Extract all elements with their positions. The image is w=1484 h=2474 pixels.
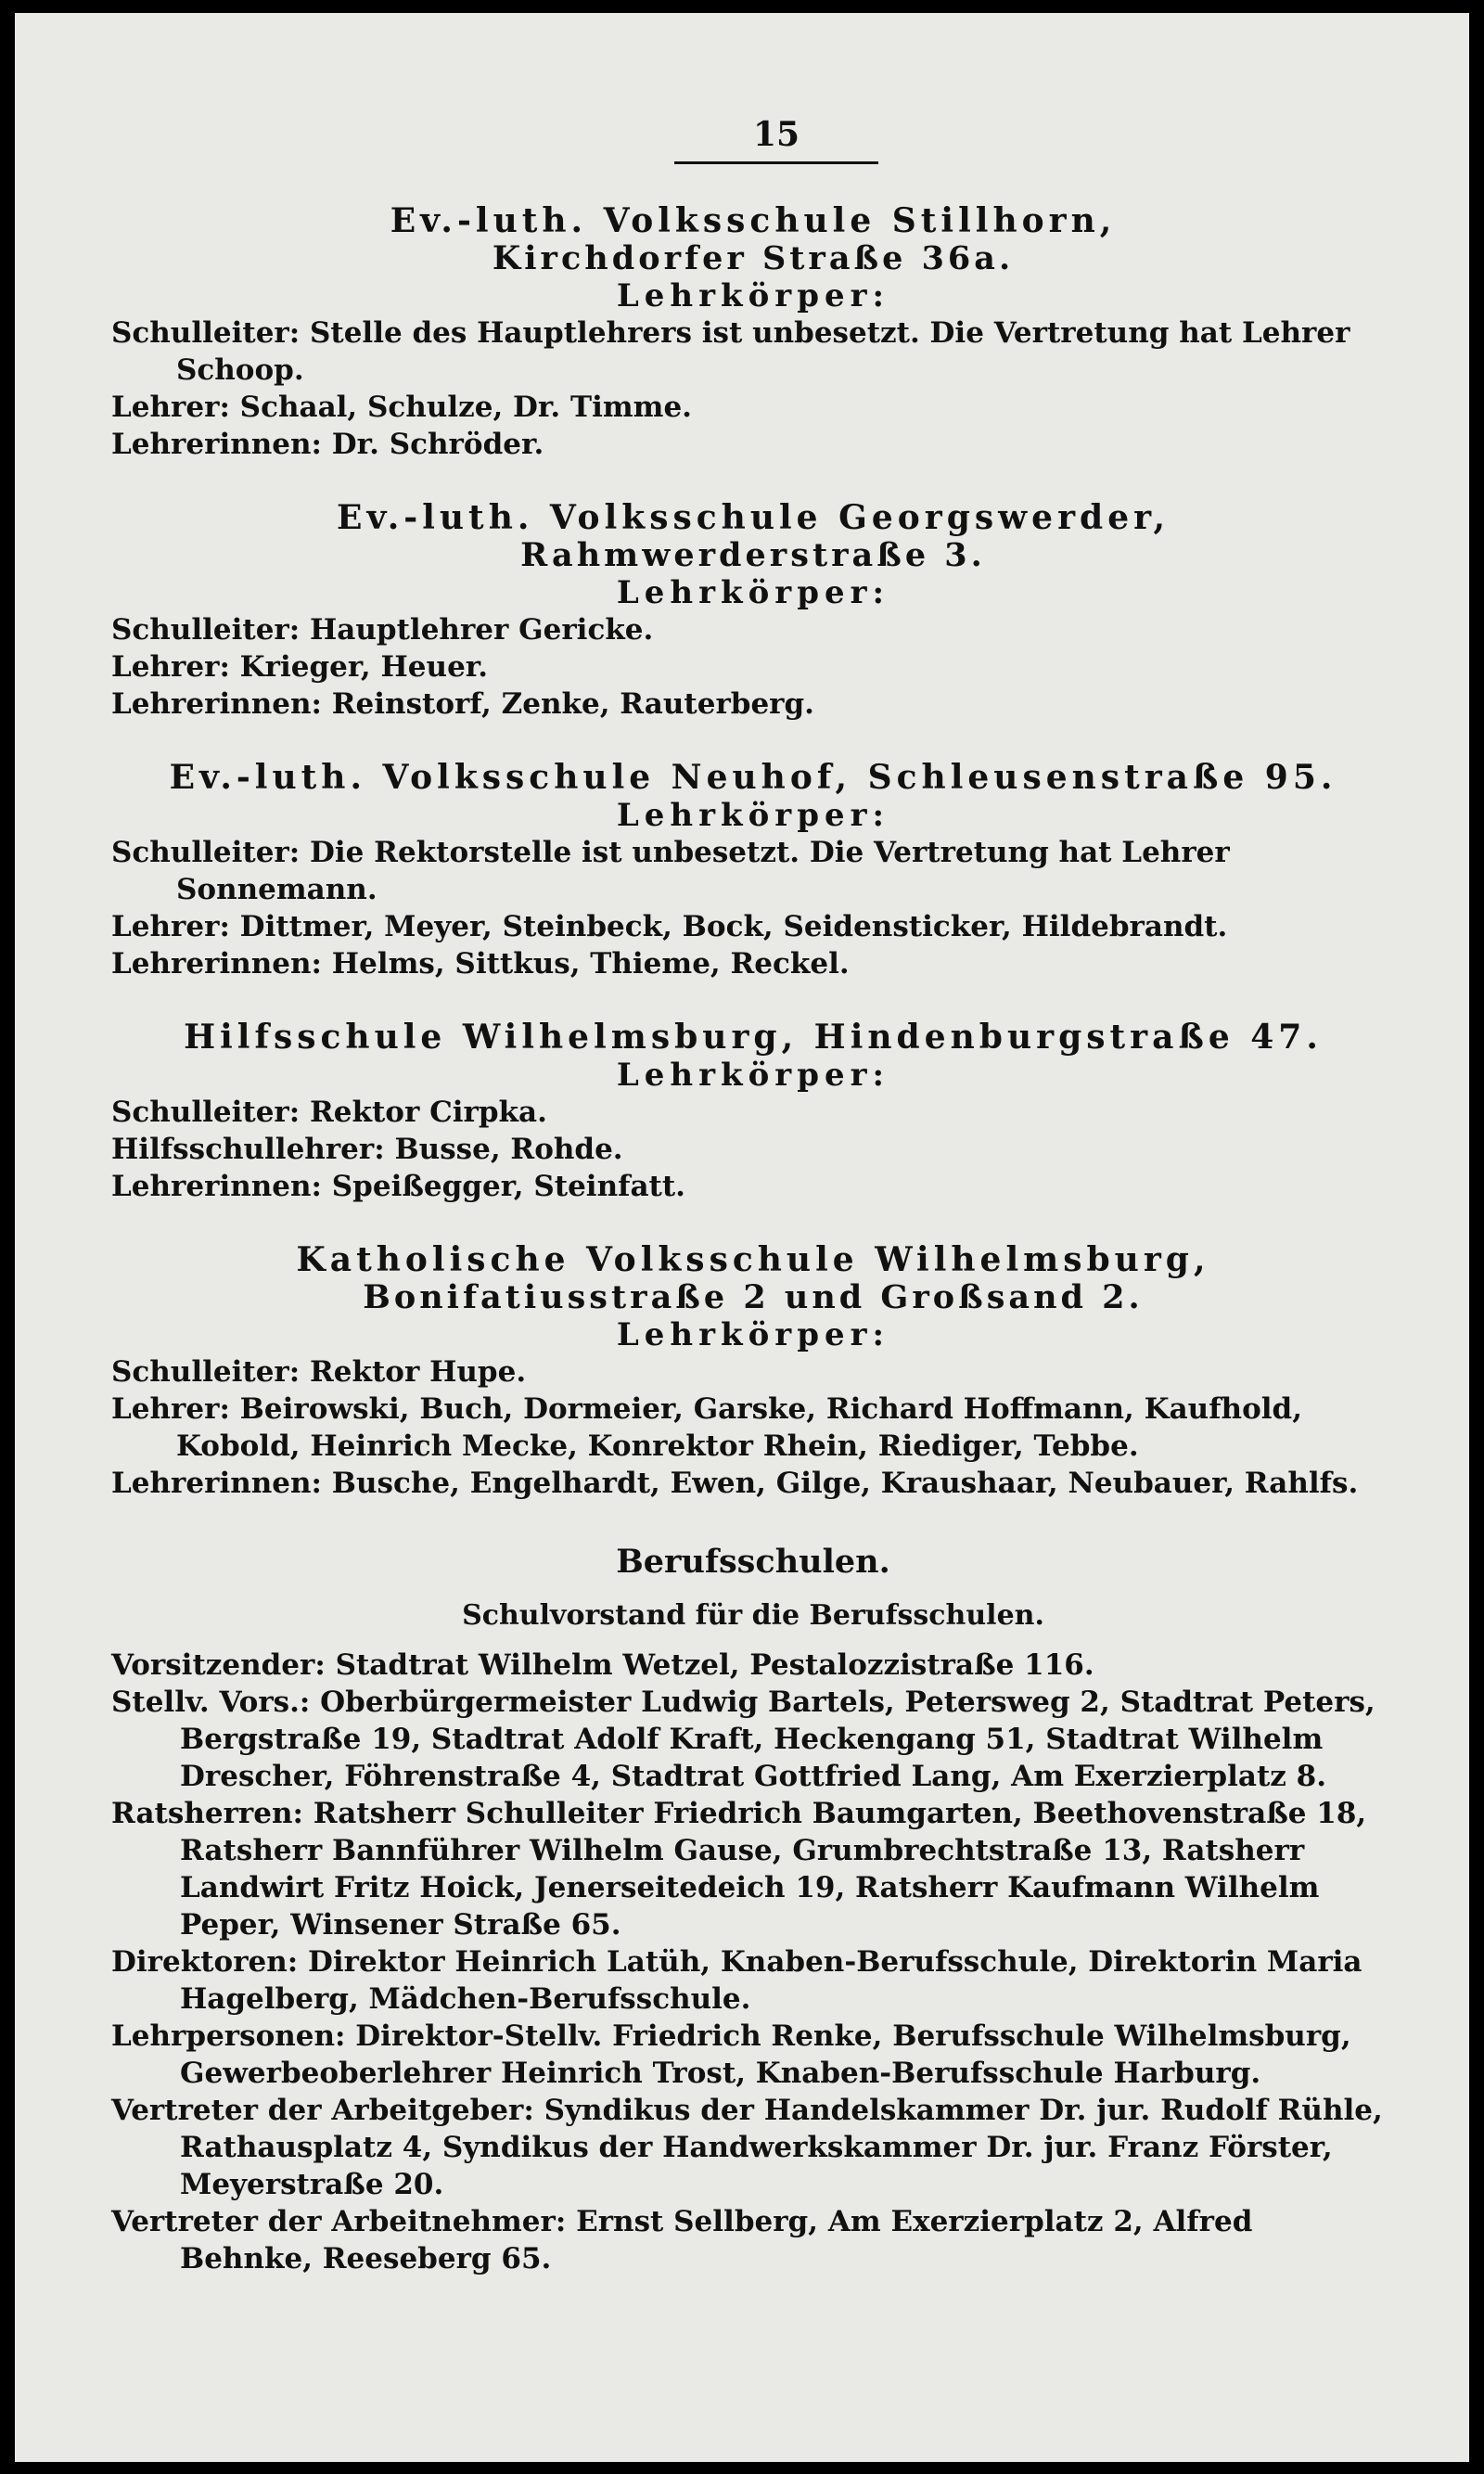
school-entry-hilfsschule <box>111 1018 1395 1205</box>
staff-line: Lehrer: Beirowski, Buch, Dormeier, Garske, Richard Hoffmann, Kaufhold, Kobold, Heinrich Mecke, Konrektor Rhein, Riediger, Tebbe. <box>111 1392 1302 1463</box>
staff-line: Schulleiter: Rektor Hupe. <box>111 1355 527 1389</box>
section-subheading: Schulvorstand für die Berufsschulen. <box>462 1599 1044 1632</box>
school-entry-neuhof <box>111 758 1395 982</box>
staff-line: Schulleiter: Die Rektorstelle ist unbesetzt. Die Vertretung hat Lehrer Sonnemann. <box>111 836 1230 906</box>
staff-label: Lehrkörper: <box>616 1316 890 1353</box>
staff-line: Lehrer: Schaal, Schulze, Dr. Timme. <box>111 391 692 424</box>
staff-line: Lehrerinnen: Helms, Sittkus, Thieme, Reckel. <box>111 947 850 981</box>
staff-line: Lehrerinnen: Speißegger, Steinfatt. <box>111 1170 685 1203</box>
board-line: Ratsherren: Ratsherr Schulleiter Friedrich Baumgarten, Beethovenstraße 18, Ratsherr Bannführer Wilhelm Gause, Grumbrechtstraße 13, Ratsherr Landwirt Fritz Hoick, Jenerseitedeich 19, Ratsherr Kaufmann Wilhelm Peper, Winsener Straße 65. <box>111 1797 1367 1942</box>
staff-label: Lehrkörper: <box>616 1057 890 1094</box>
board-line: Stellv. Vors.: Oberbürgermeister Ludwig Bartels, Petersweg 2, Stadtrat Peters, Bergstraße 19, Stadtrat Adolf Kraft, Heckengang 51, Stadtrat Wilhelm Drescher, Föhrenstraße 4, Stadtrat Gottfried Lang, Am Exerzierplatz 8. <box>111 1686 1375 1793</box>
staff-line: Lehrer: Dittmer, Meyer, Steinbeck, Bock, Seidensticker, Hildebrandt. <box>111 910 1228 943</box>
staff-line: Lehrerinnen: Busche, Engelhardt, Ewen, Gilge, Kraushaar, Neubauer, Rahlfs. <box>111 1467 1359 1500</box>
school-title: Ev.-luth. Volksschule Georgswerder, <box>337 498 1170 537</box>
school-entry-katholische <box>111 1240 1395 1502</box>
school-title: Ev.-luth. Volksschule Stillhorn, <box>390 201 1117 240</box>
school-address: Rahmwerderstraße 3. <box>520 536 986 574</box>
board-line: Direktoren: Direktor Heinrich Latüh, Knaben-Berufsschule, Direktorin Maria Hagelberg, Mädchen-Berufsschule. <box>111 1945 1362 2016</box>
berufsschulen-section <box>111 1543 1395 2277</box>
board-line: Vertreter der Arbeitnehmer: Ernst Sellberg, Am Exerzierplatz 2, Alfred Behnke, Reeseberg 65. <box>111 2205 1253 2275</box>
staff-line: Schulleiter: Hauptlehrer Gericke. <box>111 613 654 647</box>
school-entry-georgswerder <box>111 498 1395 723</box>
staff-line: Schulleiter: Stelle des Hauptlehrers ist unbesetzt. Die Vertretung hat Lehrer Schoop. <box>111 316 1350 387</box>
school-entry-stillhorn <box>111 201 1395 463</box>
board-line: Vorsitzender: Stadtrat Wilhelm Wetzel, Pestalozzistraße 116. <box>111 1648 1094 1682</box>
school-address: Kirchdorfer Straße 36a. <box>492 239 1015 277</box>
staff-line: Lehrer: Krieger, Heuer. <box>111 650 489 684</box>
board-line: Vertreter der Arbeitgeber: Syndikus der Handelskammer Dr. jur. Rudolf Rühle, Rathausplatz 4, Syndikus der Handwerkskammer Dr. jur. Franz Förster, Meyerstraße 20. <box>111 2094 1383 2201</box>
staff-line: Lehrerinnen: Reinstorf, Zenke, Rauterberg. <box>111 687 814 721</box>
school-title: Hilfsschule Wilhelmsburg, Hindenburgstraße 47. <box>184 1018 1323 1057</box>
staff-label: Lehrkörper: <box>616 277 890 314</box>
staff-line: Lehrerinnen: Dr. Schröder. <box>111 428 544 461</box>
school-title: Ev.-luth. Volksschule Neuhof, Schleusenstraße 95. <box>169 758 1337 797</box>
board-line: Lehrpersonen: Direktor-Stellv. Friedrich Renke, Berufsschule Wilhelmsburg, Gewerbeoberlehrer Heinrich Trost, Knaben-Berufsschule Harburg. <box>111 2019 1351 2090</box>
school-address: Bonifatiusstraße 2 und Großsand 2. <box>363 1278 1144 1316</box>
staff-line: Hilfsschullehrer: Busse, Rohde. <box>111 1133 623 1166</box>
staff-line: Schulleiter: Rektor Cirpka. <box>111 1096 547 1129</box>
staff-label: Lehrkörper: <box>616 574 890 611</box>
school-title: Katholische Volksschule Wilhelmsburg, <box>296 1240 1210 1279</box>
section-heading: Berufsschulen. <box>616 1543 890 1581</box>
page-number: 15 <box>674 115 878 164</box>
staff-label: Lehrkörper: <box>616 797 890 834</box>
document-page <box>15 13 1469 2462</box>
